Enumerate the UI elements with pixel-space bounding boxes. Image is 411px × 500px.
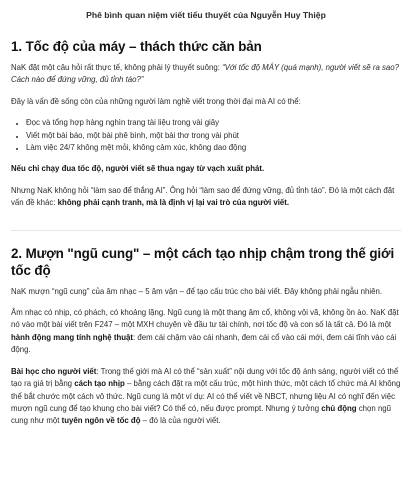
section-2-title: 2. Mượn "ngũ cung" – một cách tạo nhịp chậm trong thế giới tốc độ: [11, 245, 395, 278]
bold-text: Nếu chỉ chạy đua tốc độ, người viết sẽ thua ngay từ vạch xuất phát.: [11, 164, 265, 174]
bold-text: không phải cạnh tranh, mà là định vị lại vai trò của người viết.: [57, 198, 290, 208]
section-1-title: 1. Tốc độ của máy – thách thức căn bản: [11, 39, 262, 54]
text-span: – đó là của người viết.: [140, 416, 221, 426]
bold-text: tuyên ngôn về tốc độ: [61, 416, 141, 426]
list-item: • Làm việc 24/7 không mệt mỏi, không cảm xúc, không dao động: [26, 142, 401, 154]
section-1: [11, 38, 401, 210]
bold-text: Bài học cho người viết: [11, 366, 97, 376]
section-2: [11, 245, 401, 428]
text-span: : đem cái chậm vào cái nhanh, đem cái cổ vào cái mới, đem cái tĩnh vào cái động.: [11, 332, 397, 355]
text-span: Nhưng NaK không hỏi “làm sao để thắng AI”. Ông hỏi “làm sao để đứng vững, đủ tỉnh táo”. Đó là một cách đặt vấn đề khác:: [11, 185, 395, 208]
bold-text: chủ động: [321, 403, 357, 413]
text-span: : Trong thế giới mà AI có thể “sản xuất” nội dung với tốc độ ánh sáng, người viết có thể tạo ra giá trị bằng: [11, 366, 399, 389]
section-1-paragraph-3: [11, 163, 401, 175]
text-span: NaK đặt một câu hỏi rất thực tế, không phải lý thuyết suông:: [11, 63, 223, 72]
section-1-paragraph-4: [11, 185, 401, 210]
section-1-paragraph-1: [11, 62, 401, 87]
page-header-title: Phê bình quan niệm viết tiểu thuyết của Nguyễn Huy Thiệp: [86, 10, 326, 20]
text-span: – bằng cách đặt ra một cấu trúc, một hình thức, một cách tổ chức mà AI không thể bắt chước một cách vô thức. Ngũ cung là một ví dụ: AI có thể viết về NBCT, nhưng liệu AI có nghĩ đến việc mượn ngũ cung để tạo khung cho bài viết? Có thể có, nếu được prompt. Nhưng ý tưởng: [11, 379, 401, 413]
section-divider: [11, 230, 401, 231]
quote-text: “Với tốc độ MÁY (quá mạnh), người viết sẽ ra sao? Cách nào để đứng vững, đủ tỉnh táo?”: [11, 63, 399, 85]
text-span: chọn ngũ cung như một: [11, 403, 392, 426]
bold-text: hành động mang tính nghệ thuật: [11, 332, 133, 342]
bold-text: cách tạo nhịp: [74, 379, 125, 389]
section-2-paragraph-1: NaK mượn “ngũ cung” của âm nhạc – 5 âm vận – để tạo cấu trúc cho bài viết. Đây không phải ngẫu nhiên.: [11, 286, 382, 296]
text-span: Âm nhạc có nhịp, có phách, có khoảng lặng. Ngũ cung là một thang âm cổ, không vội vã, không ồn ào. NaK đặt nó vào một bài viết trên F247 – một MXH chuyên về đầu tư tài chính, nơi tốc độ và con số là tất cả. Đó là một: [11, 308, 399, 330]
list-item: • Đọc và tổng hợp hàng nghìn trang tài liệu trong vài giây: [26, 117, 401, 129]
capability-list: [11, 117, 401, 154]
list-item: • Viết một bài báo, một bài phê bình, một bài thơ trong vài phút: [26, 130, 401, 142]
section-2-paragraph-2: [11, 307, 401, 357]
section-2-paragraph-3: [11, 366, 401, 428]
section-1-paragraph-2: Đây là vấn đề sống còn của những người làm nghề viết trong thời đại mà AI có thể:: [11, 96, 301, 106]
page-header: [11, 0, 401, 30]
